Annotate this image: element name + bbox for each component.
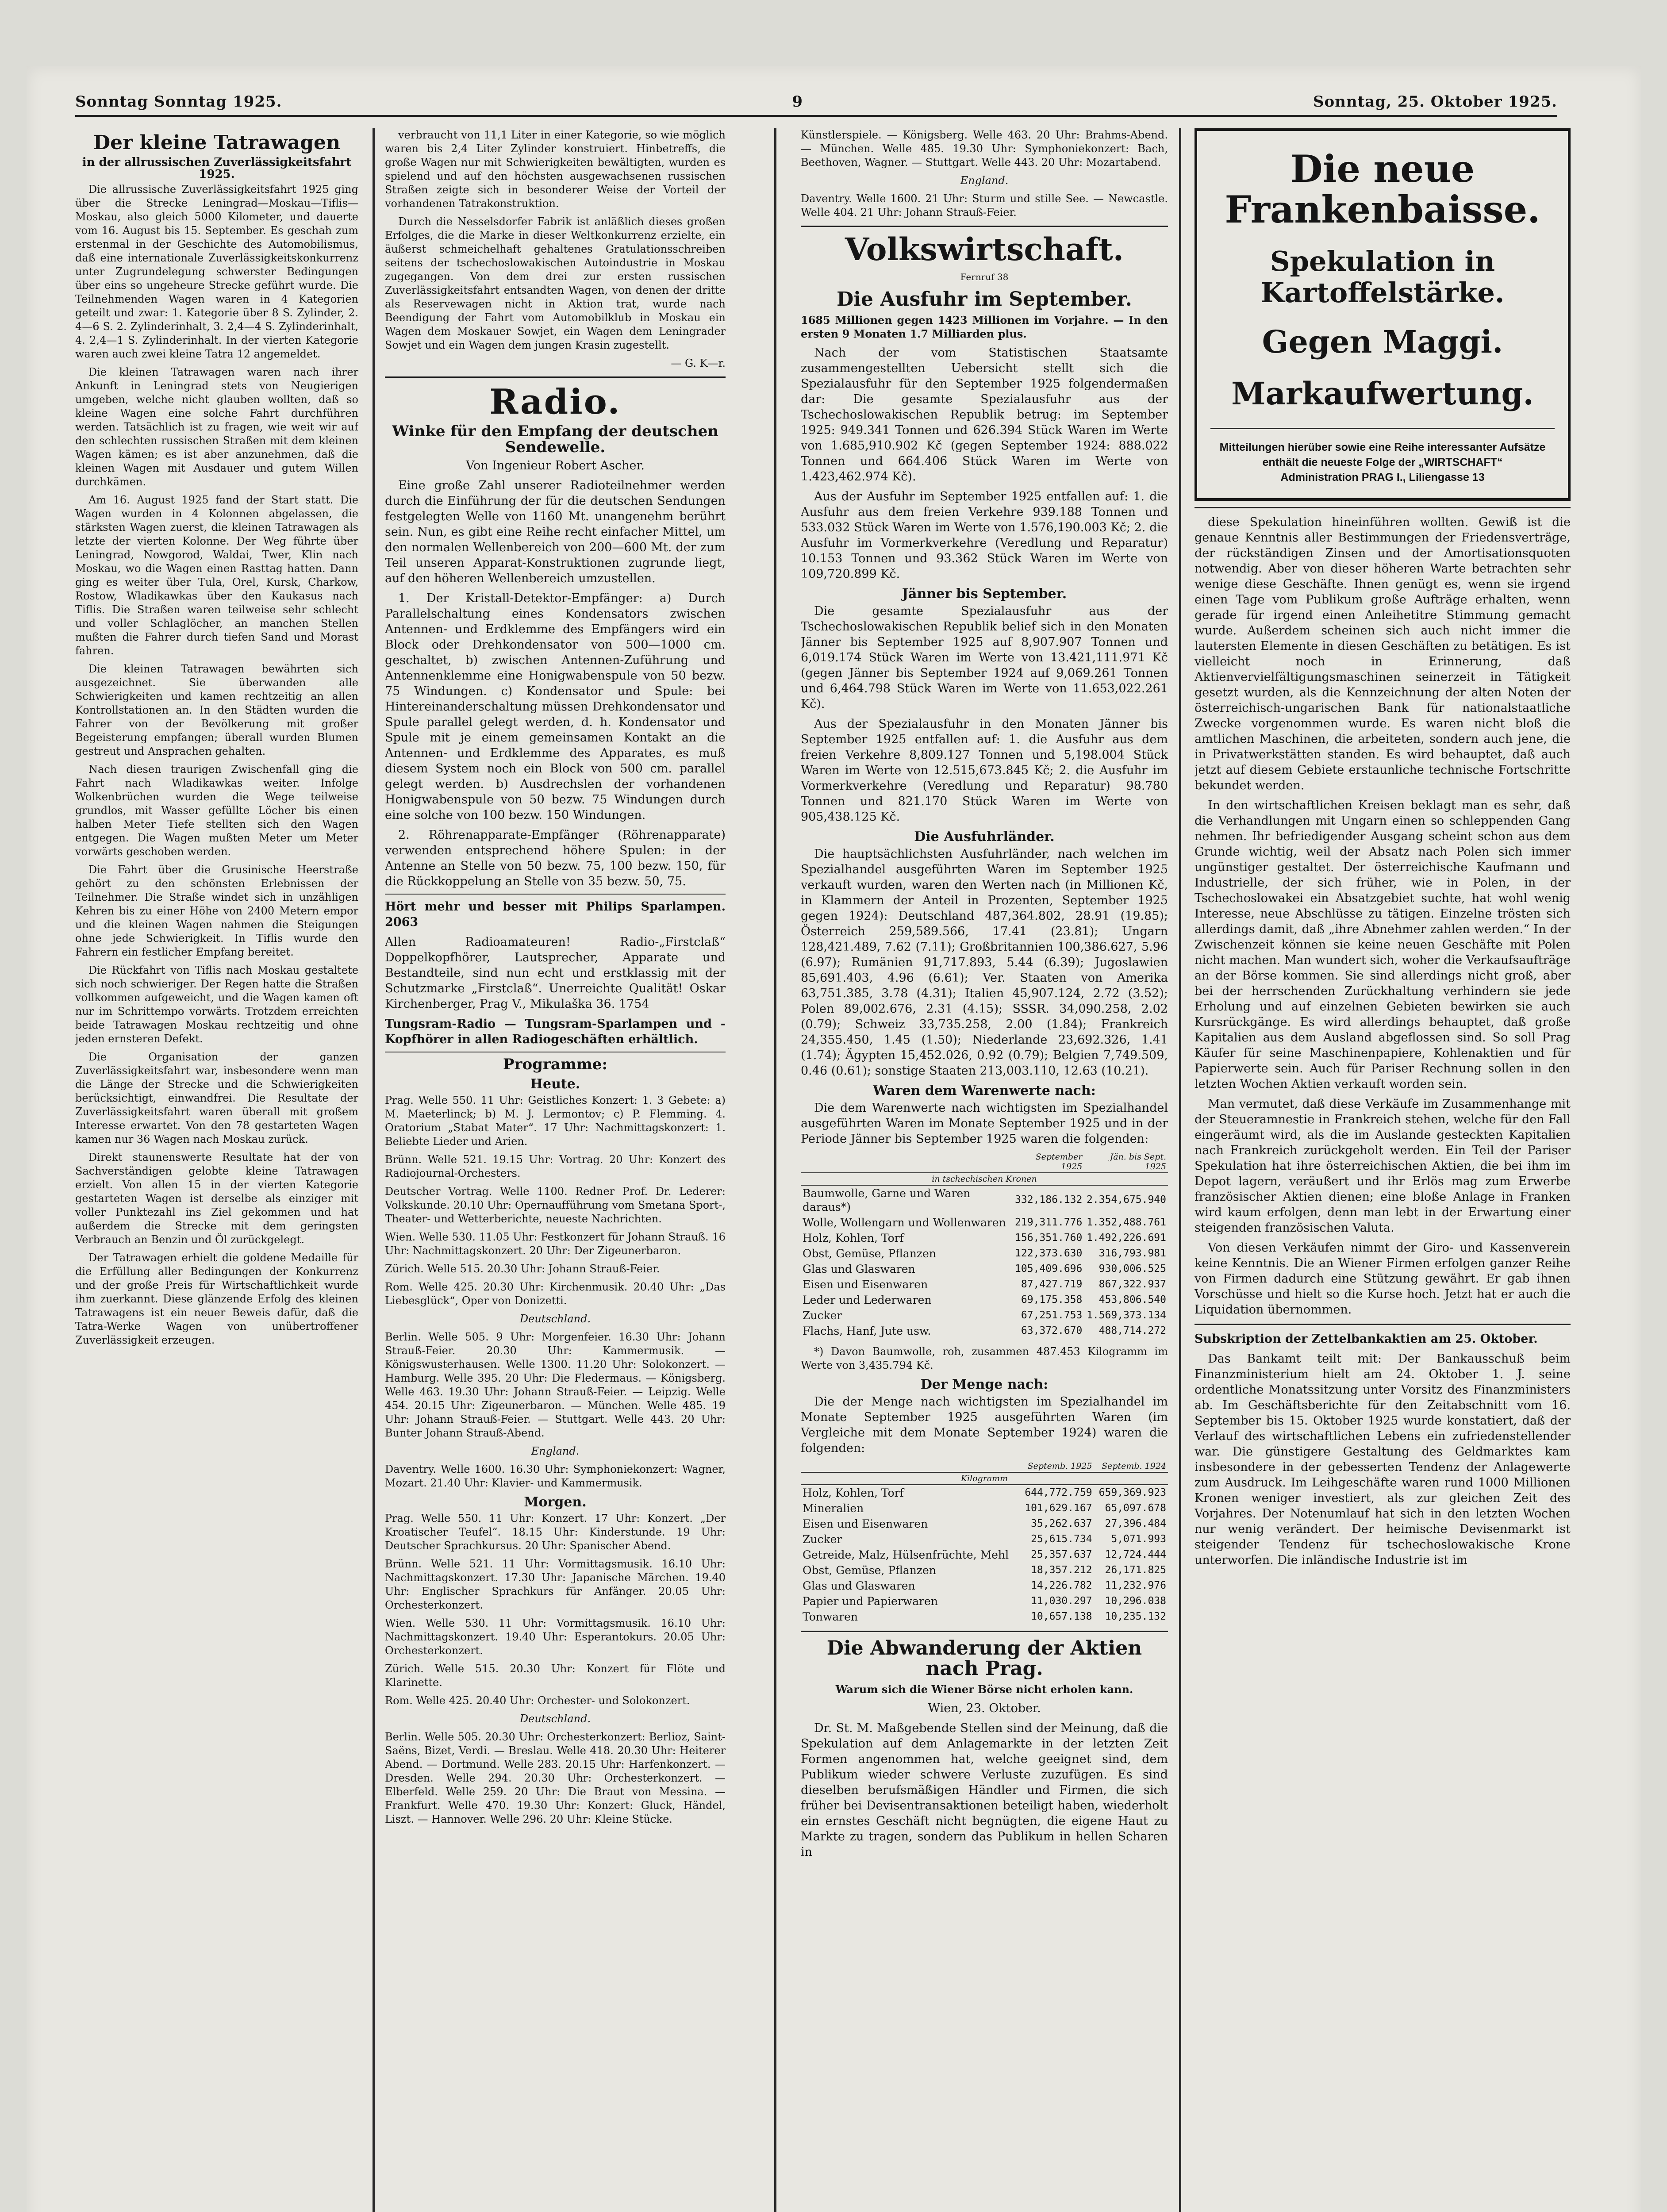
header-date: Sonntag, 25. Oktober 1925. <box>1313 93 1557 111</box>
paragraph: Die Organisation der ganzen Zuverlässigkeitsfahrt war, insbesondere wenn man die Länge der Strecke und die Schwierigkeiten berücksichtigt, einwandfrei. Die Resultate der Zuverlässigkeitsfahrt waren überall mit großem Interesse erwartet. Von den 78 gestarteten Wagen kamen nur 36 Wagen nach Moskau zurück. <box>75 1050 358 1145</box>
author-signature: — G. K—r. <box>671 357 726 369</box>
paragraph: Durch die Nesselsdorfer Fabrik ist anläßlich dieses großen Erfolges, die die Marke in dieser Weltkonkurrenz erzielte, ein äußerst schmeichelhaft gehaltenes Gratulationsschreiben seitens der tschechoslowakischen Autoindustrie in Moskau zugegangen. Von dem drei zur ersten russischen Zuverlässigkeitsfahrt entsandten Wagen, von denen der dritte als Reservewagen nicht in Aktion trat, wurde nach Beendigung der Fahrt vom Automobilklub in Moskau ein Wagen dem Moskauer Sowjet, ein Wagen dem Leningrader Sowjet und ein Wagen dem jungen Krasin zugestellt. <box>385 215 726 351</box>
table-cell-label: Leder und Lederwaren <box>803 1293 932 1306</box>
table-cell-label: Eisen und Eisenwaren <box>803 1517 928 1530</box>
table-row <box>801 1501 1168 1516</box>
ad-headline: Gegen Maggi. <box>1262 323 1503 361</box>
table-row <box>801 1516 1168 1532</box>
programme-item: Wien. Welle 530. 11 Uhr: Vormittagsmusik. 16.10 Uhr: Nachmittagskonzert. 19.40 Uhr: Esperantokurs. 20.05 Uhr: Orchesterkonzert. <box>385 1617 726 1657</box>
header-left: Sonntag Sonntag 1925. <box>75 93 282 111</box>
table-cell-label: Wolle, Wollengarn und Wollenwaren <box>803 1216 1006 1229</box>
table-cell-value: 10,657.138 <box>1031 1610 1092 1622</box>
table-row <box>801 1261 1168 1277</box>
programme-region: Deutschland. <box>519 1712 591 1725</box>
page-header <box>75 88 1557 117</box>
paragraph: Die dem Warenwerte nach wichtigsten im Spezialhandel ausgeführten Waren im Monate September 1925 und in der Periode Jänner bis September 1925 waren die folgenden: <box>801 1101 1168 1146</box>
programme-item: Daventry. Welle 1600. 16.30 Uhr: Symphoniekonzert: Wagner, Mozart. 21.40 Uhr: Klavier- und Kammermusik. <box>385 1463 726 1489</box>
programme-item: Prag. Welle 550. 11 Uhr: Geistliches Konzert: 1. 3 Gebete: a) M. Maeterlinck; b) M. J. Lermontov; c) P. Flemming. 4. Oratorium „Stabat Mater“. 17 Uhr: Nachmittagskonzert: 1. Beliebte Lieder und Arien. <box>385 1094 726 1148</box>
article-title: Der kleine Tatrawagen <box>93 131 341 154</box>
paragraph: Nach der vom Statistischen Staatsamte zusammengestellten Uebersicht stellt sich die Spezialausfuhr für den September 1925 folgendermaßen dar: Die gesamte Spezialausfuhr aus der Tschechoslowakischen Republik betrug: im September 1925: 949.341 Tonnen und 626.394 Stück Waren im Werte von 1.685,910.902 Kč (gegen September 1924: 888.022 Tonnen und 664.406 Stück Waren im Werte von 1.423,462.974 Kč). <box>801 346 1168 484</box>
table-cell-value: 63,372.670 <box>1021 1325 1083 1336</box>
table-row <box>801 1532 1168 1547</box>
table-row <box>801 1277 1168 1292</box>
paragraph: Am 16. August 1925 fand der Start statt. Die Wagen wurden in 4 Kolonnen abgelassen, die stärksten Wagen zuerst, die kleinen Tatrawagen als letzte der vierten Kolonne. Der Weg führte über Leningrad, Nowgorod, Waldai, Twer, Klin nach Moskau, wo die Wagen einen Rasttag hatten. Dann ging es weiter über Tula, Orel, Kursk, Charkow, Rostow, Wladikawkas über den Kaukasus nach Tiflis. Die Straßen waren teilweise sehr schlecht und voller Schlaglöcher, an manchen Stellen mußten die Fahrer durch tiefen Sand und Morast fahren. <box>75 493 358 657</box>
export-lead: 1685 Millionen gegen 1423 Millionen im Vorjahre. — In den ersten 9 Monaten 1.7 Milliarden plus. <box>801 313 1168 340</box>
radio-subtitle: Winke für den Empfang der deutschen Sendewelle. <box>392 422 718 456</box>
subsection-title: Jänner bis September. <box>902 586 1067 602</box>
table-cell-label: Getreide, Malz, Hülsenfrüchte, Mehl <box>803 1548 1009 1561</box>
heute-title: Heute. <box>530 1076 580 1092</box>
programme-region: Deutschland. <box>519 1312 591 1325</box>
programme-item: Berlin. Welle 505. 20.30 Uhr: Orchesterkonzert: Berlioz, Saint-Saëns, Bizet, Verdi. — Breslau. Welle 418. 20.30 Uhr: Heiterer Abend. — Dortmund. Welle 283. 20.15 Uhr: Harfenkonzert. — Dresden. Welle 294. 20.30 Uhr: Orchesterkonzert. — Elberfeld. Welle 259. 20 Uhr: Die Braut von Messina. — Frankfurt. Welle 470. 19.30 Uhr: Konzert: Gluck, Händel, Liszt. — Hannover. Welle 296. 20 Uhr: Kleine Stücke. <box>385 1730 726 1825</box>
column-4 <box>1195 128 1571 2212</box>
table-row <box>801 1578 1168 1594</box>
table-row <box>801 1246 1168 1261</box>
table-cell-value: 1.492,226.691 <box>1086 1232 1166 1244</box>
column-rule <box>373 128 375 2212</box>
table-cell-value: 105,409.696 <box>1015 1263 1083 1275</box>
programme-item: Deutscher Vortrag. Welle 1100. Redner Prof. Dr. Lederer: Volkskunde. 20.10 Uhr: Opernaufführung vom Smetana Sport-, Theater- und Wetterberichte, neueste Nachrichten. <box>385 1185 726 1225</box>
table-header <box>801 1460 1020 1472</box>
paragraph: Die gesamte Spezialausfuhr aus der Tschechoslowakischen Republik belief sich in den Monaten Jänner bis September 1925 auf 8,907.907 Tonnen und 6,019.174 Stück Waren im Werte von 13.421,111.971 Kč (gegen Jänner bis September 1924 auf 9,069.261 Tonnen und 6,464.798 Stück Waren im Werte von 11.653,022.261 Kč). <box>801 604 1168 711</box>
table-cell-value: 101,629.167 <box>1025 1502 1092 1514</box>
table-cell-value: 453,806.540 <box>1099 1294 1166 1306</box>
table-cell-label: Eisen und Eisenwaren <box>803 1278 928 1291</box>
table-cell-label: Obst, Gemüse, Pflanzen <box>803 1247 936 1260</box>
table-cell-label: Zucker <box>803 1309 842 1322</box>
table-header <box>801 1151 1010 1173</box>
table-row <box>801 1308 1168 1323</box>
table-cell-value: 69,175.358 <box>1021 1294 1083 1306</box>
ad-headline: Spekulation in Kartoffelstärke. <box>1260 245 1505 309</box>
table-row <box>801 1185 1168 1215</box>
table-cell-value: 156,351.760 <box>1015 1232 1083 1244</box>
table-cell-value: 65,097.678 <box>1105 1502 1166 1514</box>
table-cell-value: 219,311.776 <box>1015 1216 1083 1228</box>
table-row <box>801 1230 1168 1246</box>
table-header: Septemb. 1925 <box>1020 1460 1094 1472</box>
table-cell-value: 316,793.981 <box>1099 1247 1166 1259</box>
table-cell-value: 35,262.637 <box>1031 1517 1092 1529</box>
export-title: Die Ausfuhr im September. <box>837 288 1132 311</box>
table-cell-value: 10,296.038 <box>1105 1595 1166 1607</box>
programme-item: Wien. Welle 530. 11.05 Uhr: Festkonzert für Johann Strauß. 16 Uhr: Nachmittagskonzert. 20 Uhr: Der Zigeunerbaron. <box>385 1230 726 1257</box>
table-cell-label: Holz, Kohlen, Torf <box>803 1231 904 1244</box>
table-row <box>801 1323 1168 1339</box>
table-cell-label: Glas und Glaswaren <box>803 1579 915 1592</box>
table-cell-value: 1.352,488.761 <box>1086 1216 1166 1228</box>
programme-item: Berlin. Welle 505. 9 Uhr: Morgenfeier. 16.30 Uhr: Johann Strauß-Feier. 20.30 Uhr: Kammermusik. — Königswusterhausen. Welle 1300. 11.20 Uhr: Solokonzert. — Hamburg. Welle 395. 20 Uhr: Die Fledermaus. — Königsberg. Welle 463. 19.30 Uhr: Johann Strauß-Feier. — Leipzig. Welle 454. 20.15 Uhr: Zigeunerbaron. — München. Welle 485. 19 Uhr: Johann Strauß-Feier. — Stuttgart. Welle 443. 20 Uhr: Bunter Johann Strauß-Abend. <box>385 1330 726 1439</box>
paragraph: Die der Menge nach wichtigsten im Spezialhandel im Monate September 1925 ausgeführten Waren (im Vergleiche mit dem Monate September 1924) waren die folgenden: <box>801 1394 1168 1455</box>
ad-firstclass: Allen Radioamateuren! Radio-„Firstclaß“ Doppelkopfhörer, Lautsprecher, Apparate und Bestandteile, sind nun echt und erstklassig mit der Schutzmarke „Firstclaß“. Unerreichte Qualität! Oskar Kirchenberger, Prag V., Mikulaška 36. 1754 <box>385 935 726 1011</box>
table-cell-label: Holz, Kohlen, Torf <box>803 1486 904 1499</box>
programme-region: England. <box>531 1444 580 1457</box>
subsection-title: Der Menge nach: <box>920 1376 1049 1392</box>
table-note: *) Davon Baumwolle, roh, zusammen 487.453 Kilogramm im Werte von 3,435.794 Kč. <box>801 1345 1168 1371</box>
subscription-title: Subskription der Zettelbankaktien am 25. Oktober. <box>1195 1332 1538 1346</box>
page-number: 9 <box>792 93 803 111</box>
table-row <box>801 1292 1168 1308</box>
paragraph: Aus der Spezialausfuhr in den Monaten Jänner bis September 1925 entfallen auf: 1. die Ausfuhr aus dem freien Verkehre 8,809.127 Tonnen und 5,198.004 Stück Waren im Werte von 12.515,673.845 Kč; 2. die Ausfuhr im Vormerkverkehre (Veredlung und Reparatur) 98.780 Tonnen und 821.170 Stück Waren im Werte von 905,438.125 Kč. <box>801 717 1168 824</box>
radio-author: Von Ingenieur Robert Ascher. <box>466 459 645 473</box>
paragraph: verbraucht von 11,1 Liter in einer Kategorie, so wie möglich waren bis 2,4 Liter Zylinder konstruiert. Hinbetreffs, die große Wagen nur mit Schwierigkeiten bewältigten, wurden es spielend und auf den höchsten ausgewachsenen russischen Straßen zeigte sich in besonderer Weise der Vorteil der vorhandenen Tatrakonstruktion. <box>385 129 726 210</box>
ad-philips: Hört mehr und besser mit Philips Sparlampen. 2063 <box>385 900 726 929</box>
table-cell-label: Mineralien <box>803 1502 864 1515</box>
paragraph: Die kleinen Tatrawagen waren nach ihrer Ankunft in Leningrad stets von Neugierigen umgeben, welche nicht glauben wollten, daß so kleine Wagen eine solche Fahrt durchführen werden. Tatsächlich ist zu fragen, wie weit wir auf den schlechten russischen Straßen mit dem kleinen Wagen kämen; es ist aber anzunehmen, daß die kleinen Wagen mit Ausdauer und gutem Willen durchkämen. <box>75 365 358 488</box>
table-cell-label: Obst, Gemüse, Pflanzen <box>803 1563 936 1577</box>
ad-headline: Die neue Frankenbaisse. <box>1225 147 1540 232</box>
table-cell-label: Glas und Glaswaren <box>803 1262 915 1275</box>
table-cell-value: 659,369.923 <box>1099 1486 1166 1498</box>
article-subtitle: in der allrussischen Zuverlässigkeitsfahrt 1925. <box>82 156 352 181</box>
table-row <box>801 1485 1168 1501</box>
paragraph: Die allrussische Zuverlässigkeitsfahrt 1925 ging über die Strecke Leningrad—Moskau—Tiflis—Moskau, also gleich 5000 Kilometer, und dauerte vom 16. August bis 15. September. Es geschah zum erstenmal in der Geschichte des Automobilismus, daß eine internationale Zuverlässigkeitskonkurrenz unter Zugrundelegung schwerster Bedingungen über eins so ungeheure Strecke geführt wurde. Die Teilnehmenden Wagen waren in 4 Kategorien geteilt und zwar: 1. Kategorie über 8 S. Zylinder, 2. 4—6 S. 2. Zylinderinhalt, 3. 2,4—4 S. Zylinderinhalt, 4. 2,4—1 S. Zylinderinhalt. In der vierten Kategorie waren auch zwei kleine Tatra 12 angemeldet. <box>75 183 358 360</box>
paragraph: Direkt staunenswerte Resultate hat der von Sachverständigen gelobte kleine Tatrawagen erzielt. Von allen 15 in der vierten Kategorie gestarteten Wagen ist derselbe als einziger mit voller Punktezahl ins Ziel gekommen und hat außerdem die Strecke mit dem geringsten Verbrauch an Benzin und Öl zurückgelegt. <box>75 1151 358 1246</box>
table-unit: Kilogramm <box>801 1472 1168 1485</box>
table-cell-value: 1.569,373.134 <box>1086 1309 1166 1321</box>
ad-address: Administration PRAG I., Liliengasse 13 <box>1280 471 1485 484</box>
paragraph: Die Fahrt über die Grusinische Heerstraße gehört zu den schönsten Erlebnissen der Teilnehmer. Die Straße windet sich in unzähligen Kehren bis zu einer Höhe von 2400 Metern empor und die kleinen Wagen nahmen die Steigungen ohne jede Schwierigkeit. In Tiflis wurde den Fahrern ein festlicher Empfang bereitet. <box>75 863 358 958</box>
column-1 <box>75 128 358 2212</box>
stocks-title: Die Abwanderung der Aktien nach Prag. <box>826 1636 1142 1680</box>
table-unit: in tschechischen Kronen <box>801 1173 1168 1185</box>
paragraph: Von diesen Verkäufen nimmt der Giro- und Kassenverein keine Kenntnis. Die an Wiener Firmen erfolgen ganzer Reihe von Firmen dadurch eine Stützung gewährt. Er gab ihnen Vorschüsse und hielt so die Kurse hoch. Jetzt hat er auch die Liquidation übernommen. <box>1195 1241 1571 1317</box>
table-cell-value: 10,235.132 <box>1105 1610 1166 1622</box>
section-title: Volkswirtschaft. <box>845 231 1124 268</box>
ad-text: Mitteilungen hierüber sowie eine Reihe interessanter Aufsätze enthält die neueste Folge der „WIRTSCHAFT“ <box>1219 441 1546 469</box>
table-cell-label: Papier und Papierwaren <box>803 1594 938 1608</box>
table-row <box>801 1609 1168 1624</box>
paragraph: Die kleinen Tatrawagen bewährten sich ausgezeichnet. Sie überwanden alle Schwierigkeiten und kamen rechtzeitig an allen Kontrollstationen an. In den Städten wurden die Fahrer von der Bevölkerung mit großer Begeisterung empfangen; überall wurden Blumen gestreut und Ansprachen gehalten. <box>75 662 358 757</box>
table-cell-value: 867,322.937 <box>1099 1278 1166 1290</box>
table-header: September 1925 <box>1010 1151 1084 1173</box>
column-3 <box>801 128 1168 2212</box>
dateline: Wien, 23. Oktober. <box>928 1701 1041 1716</box>
subsection-title: Die Ausfuhrländer. <box>914 829 1055 845</box>
paragraph: Der Tatrawagen erhielt die goldene Medaille für die Erfüllung aller Bedingungen der Konkurrenz und der große Preis für Wirtschaftlichkeit wurde ihm zuerkannt. Diese glänzende Erfolg des kleinen Tatrawagens ist ein neuer Beweis dafür, daß die Tatra-Werke Wagen von unübertroffener Zuverlässigkeit erzeugen. <box>75 1251 358 1346</box>
programme-item: Rom. Welle 425. 20.30 Uhr: Kirchenmusik. 20.40 Uhr: „Das Liebesglück“, Oper von Donizetti. <box>385 1280 726 1307</box>
table-cell-value: 2.354,675.940 <box>1086 1194 1166 1206</box>
table-cell-value: 488,714.272 <box>1099 1325 1166 1336</box>
paragraph: Das Bankamt teilt mit: Der Bankausschuß beim Finanzministerium hielt am 24. Oktober 1. J. seine ordentliche Monatssitzung unter Vorsitz des Finanzministers ab. Im Geschäftsberichte für den Zeitabschnitt vom 16. September bis 15. Oktober 1925 wurde konstatiert, daß der Verlauf des wirtschaftlichen Lebens ein zufriedenstellender war. Die günstigere Gestaltung des Geldmarktes kam insbesondere in der gebesserten Tendenz der Anlagewerte zum Ausdruck. Im Leihgeschäfte waren rund 1000 Millionen Kronen weniger investiert, als zur gleichen Zeit des Vorjahres. Der Notenumlauf hat sich in den letzten Wochen nur wenig verändert. Der heimische Devisenmarkt ist steigender Tendenz für tschechoslowakische Krone unterworfen. Die inländische Industrie ist im <box>1195 1352 1571 1567</box>
table-cell-label: Flachs, Hanf, Jute usw. <box>803 1324 931 1337</box>
programme-item: Zürich. Welle 515. 20.30 Uhr: Johann Strauß-Feier. <box>385 1262 660 1275</box>
column-2 <box>385 128 726 2212</box>
goods-value-table <box>801 1151 1168 1339</box>
programme-item: Daventry. Welle 1600. 21 Uhr: Sturm und stille See. — Newcastle. Welle 404. 21 Uhr: Johann Strauß-Feier. <box>801 192 1168 219</box>
paragraph: 1. Der Kristall-Detektor-Empfänger: a) Durch Parallelschaltung eines Kondensators zwischen Antennen- und Erdklemme des Empfängers wird ein Block oder Drehkondensator von 500—1000 cm. geschaltet, b) zwischen Antennen-Zuführung und Antennenklemme eine Honigwabenspule von 50 bezw. 75 Windungen. c) Kondensator und Spule: bei Hintereinanderschaltung müssen Drehkondensator und Spule parallel gelegt werden, d. h. Kondensator und Spule mit je einem gemeinsamen Kontakt an die Antennen- und Erdklemme des Apparates, es muß diesem System noch ein Block von 500 cm. parallel gelegt werden. b) Ausdrechslen der vorhandenen Honigwabenspule von 50 bezw. 75 Windungen durch eine solche von 100 bezw. 150 Windungen. <box>385 591 726 822</box>
programme-item: Prag. Welle 550. 11 Uhr: Konzert. 17 Uhr: Konzert. „Der Kroatischer Teufel“. 18.15 Uhr: Kinderstunde. 19 Uhr: Deutscher Sprachkursus. 20 Uhr: Spanischer Abend. <box>385 1512 726 1552</box>
paragraph: Die hauptsächlichsten Ausfuhrländer, nach welchen im Spezialhandel ausgeführten Waren im September 1925 verkauft wurden, waren den Werten nach (in Millionen Kč, in Klammern der Anteil in Prozenten, September 1925 gegen 1924): Deutschland 487,364.802, 28.91 (19.85); Österreich 259,589.566, 17.41 (23.81); Ungarn 128,421.489, 7.62 (7.11); Großbritannien 100,386.627, 5.96 (6.97); Rumänien 91,717.893, 5.44 (6.39); Jugoslawien 85,691.403, 4.96 (6.61); Ver. Staaten von Amerika 63,751.385, 3.78 (4.31); Italien 45,907.124, 2.72 (3.52); Polen 89,002.676, 2.31 (4.15); SSSR. 34,090.258, 2.02 (0.79); Schweiz 33,735.258, 2.00 (1.84); Frankreich 24,355.450, 1.45 (1.50); Niederlande 23,692.326, 1.41 (1.74); Ägypten 15,452.026, 0.92 (0.79); Belgien 7,749.509, 0.46 (0.61); sonstige Staaten 213,003.110, 12.63 (10.21). <box>801 847 1168 1078</box>
programme-item: Brünn. Welle 521. 11 Uhr: Vormittagsmusik. 16.10 Uhr: Nachmittagskonzert. 17.30 Uhr: Japanische Märchen. 19.40 Uhr: Englischer Sprachkurs für Anfänger. 20.05 Uhr: Orchesterkonzert. <box>385 1557 726 1611</box>
paragraph: Dr. St. M. Maßgebende Stellen sind der Meinung, daß die Spekulation auf dem Anlagemarkte in der letzten Zeit Formen angenommen hat, welche geeignet sind, dem Publikum wieder schwere Verluste zuzufügen. Es sind dieselben berufsmäßigen Händler und Firmen, die sich früher bei Devisentransaktionen beteiligt haben, wiederholt ein ernstes Geschäft nicht begnügten, die eigene Haut zu Markte zu tragen, sondern das Publikum in hellen Scharen in <box>801 1721 1168 1859</box>
table-cell-value: 26,171.825 <box>1105 1564 1166 1576</box>
table-cell-value: 87,427.719 <box>1021 1278 1083 1290</box>
radio-title: Radio. <box>489 382 621 422</box>
column-rule <box>1179 128 1181 2212</box>
programme-item: Rom. Welle 425. 20.40 Uhr: Orchester- und Solokonzert. <box>385 1694 690 1707</box>
table-cell-value: 930,006.525 <box>1099 1263 1166 1275</box>
paragraph: 2. Röhrenapparate-Empfänger (Röhrenapparate) verwenden entsprechend höhere Spulen: in der Antenne an Stelle von 50 bezw. 75, 100 bezw. 150, für die Rückkoppelung an Stelle von 35 bezw. 50, 75. <box>385 828 726 889</box>
table-cell-value: 14,226.782 <box>1031 1579 1092 1591</box>
table-cell-value: 332,186.132 <box>1015 1194 1083 1206</box>
programme-item: Künstlerspiele. — Königsberg. Welle 463. 20 Uhr: Brahms-Abend. — München. Welle 485. 19.30 Uhr: Symphoniekonzert: Bach, Beethoven, Wagner. — Stuttgart. Welle 443. 20 Uhr: Mozartabend. <box>801 129 1168 169</box>
table-cell-value: 11,232.976 <box>1105 1579 1166 1591</box>
programme-item: Zürich. Welle 515. 20.30 Uhr: Konzert für Flöte und Klarinette. <box>385 1662 726 1689</box>
fernruf: Fernruf 38 <box>960 271 1009 282</box>
table-cell-value: 5,071.993 <box>1111 1533 1166 1545</box>
subsection-title: Waren dem Warenwerte nach: <box>873 1083 1096 1098</box>
table-row <box>801 1594 1168 1609</box>
table-cell-value: 25,357.637 <box>1031 1548 1092 1560</box>
paragraph: Man vermutet, daß diese Verkäufe im Zusammenhange mit der Steueramnestie in Frankreich stehen, welche für den Fall eingeräumt wird, als die im Auslande gesteckten Kapitalien nach Frankreich zurückgeholt werden. Ein Teil der Pariser Spekulation hat ihre österreichischen Aktien, die bei ihm im Depot lagern, veräußert und ihr Erlös mag zum Erwerbe französischer Aktien dienen; eine bloße Anlage in Franken wird kaum erfolgen, denn man lebt in der Erwartung einer steigenden französischen Valuta. <box>1195 1097 1571 1235</box>
morgen-title: Morgen. <box>524 1494 587 1510</box>
table-header: Septemb. 1924 <box>1094 1460 1168 1472</box>
paragraph: In den wirtschaftlichen Kreisen beklagt man es sehr, daß die Verhandlungen mit Ungarn einen so schleppenden Gang nehmen. Ihr befriedigender Ausgang scheint schon aus dem Grunde wichtig, weil der Absatz nach Polen sich immer ungünstiger gestaltet. Der österreichische Kaufmann und Industrielle, der sich früher, wie in Polen, in der Tschechoslowakei ein Absatzgebiet suchte, hat wohl wenig Interesse, neue Abschlüsse zu tätigen. Einzelne trösten sich allerdings damit, daß „ihre Abnehmer zahlen werden.“ In der Zwischenzeit können sie keine neuen Geschäfte mit Polen nicht machen. Man wundert sich, woher die Verkaufsaufträge an der Börse kommen. Sie sind allerdings nicht groß, aber bei der herrschenden Zurückhaltung verhindern sie jede Erholung und auf einzelnen Gebieten bewirken sie auch Kursrückgänge. Es wird allerdings behauptet, daß große Kapitalien aus dem Ausland abgeflossen sind. So soll Prag Käufer für seine Maschinenpapiere, Kohlenaktien und für Papierwerte sein. Auch für Pariser Rechnung sollen in den letzten Wochen Aktien verkauft worden sein. <box>1195 799 1571 1091</box>
ad-tungsram: Tungsram-Radio — Tungsram-Sparlampen und -Kopfhörer in allen Radiogeschäften erhältlich. <box>385 1017 726 1047</box>
table-cell-value: 27,396.484 <box>1105 1517 1166 1529</box>
table-cell-label: Baumwolle, Garne und Waren daraus*) <box>803 1187 971 1214</box>
table-header: Jän. bis Sept. 1925 <box>1084 1151 1168 1173</box>
table-cell-value: 18,357.212 <box>1031 1564 1092 1576</box>
table-cell-value: 25,615.734 <box>1031 1533 1092 1545</box>
table-cell-label: Tonwaren <box>803 1610 858 1623</box>
programme-region: England. <box>960 174 1009 187</box>
wirtschaft-advertisement <box>1195 128 1571 501</box>
paragraph: Die Rückfahrt von Tiflis nach Moskau gestaltete sich noch schwieriger. Der Regen hatte die Straßen vollkommen aufgeweicht, und die Wagen kamen oft nur im Schrittempo vorwärts. Trotzdem erreichten beide Tatrawagen Moskau rechtzeitig und ohne jeden ernsteren Defekt. <box>75 964 358 1045</box>
stocks-subtitle: Warum sich die Wiener Börse nicht erholen kann. <box>835 1683 1133 1696</box>
paragraph: diese Spekulation hineinführen wollten. Gewiß ist die genaue Kenntnis aller Bestimmungen der Friedensverträge, der rückständigen Zinsen und der Amortisationsquoten notwendig. Aber von dieser höheren Warte betrachten sehr wenige diese Geschäfte. Ihnen genügt es, wenn sie irgend einen Tage vom Publikum große Aufträge erhalten, wenn gerade für irgend einen Anleihetitre Stimmung gemacht wurde. Außerdem scheinen sich auch nicht immer die lautersten Elemente in diesen Geschäften zu betätigen. Es ist vielleicht noch in Erinnerung, daß Aktienvervielfältigungsmaschinen seinerzeit in Tätigkeit gesetzt wurden, als die Kennzeichnung der alten Noten der österreichisch-ungarischen Bank für nationalstaatliche Zwecke vorgenommen wurde. Es waren nicht bloß die amtlichen Maschinen, die arbeiteten, sondern auch jene, die in Privatwerkstätten standen. Es wird behauptet, daß auch jetzt auf diesem Gebiete erstaunliche technische Fortschritte bekundet werden. <box>1195 515 1571 793</box>
table-row <box>801 1215 1168 1230</box>
table-cell-value: 11,030.297 <box>1031 1595 1092 1607</box>
ad-headline: Markaufwertung. <box>1210 375 1555 429</box>
goods-amount-table <box>801 1460 1168 1624</box>
table-cell-value: 122,373.630 <box>1015 1247 1083 1259</box>
paragraph: Nach diesen traurigen Zwischenfall ging die Fahrt nach Wladikawkas weiter. Infolge Wolkenbrüchen wurden die Wege teilweise grundlos, mit Wasser gefüllte Löcher bis einen halben Meter Tiefe stellten sich den Wagen entgegen. Die Wagen mußten Meter um Meter vorwärts geschoben werden. <box>75 763 358 858</box>
paragraph: Aus der Ausfuhr im September 1925 entfallen auf: 1. die Ausfuhr aus dem freien Verkehre 939.188 Tonnen und 533.032 Stück Waren im Werte von 1.576,190.003 Kč; 2. die Ausfuhr im Vormerkverkehre (Veredlung und Reparatur) 10.153 Tonnen und 93.362 Stück Waren im Werte von 109,720.899 Kč. <box>801 489 1168 581</box>
table-cell-value: 12,724.444 <box>1105 1548 1166 1560</box>
table-cell-value: 67,251.753 <box>1021 1309 1083 1321</box>
paragraph: Eine große Zahl unserer Radioteilnehmer werden durch die Einführung der für die deutschen Sendungen festgelegten Welle von 1160 Mt. unangenehm berührt sein. Nun, es gibt eine Reihe recht einfacher Mittel, um den normalen Wellenbereich von 200—600 Mt. der zum Teil unseren Apparat-Konstruktionen zugrunde liegt, auf den höheren Wellenbereich umzustellen. <box>385 479 726 586</box>
table-cell-label: Zucker <box>803 1532 842 1546</box>
table-row <box>801 1547 1168 1563</box>
column-rule <box>774 128 776 2212</box>
table-row <box>801 1563 1168 1578</box>
table-cell-value: 644,772.759 <box>1025 1486 1092 1498</box>
programme-title: Programme: <box>503 1056 607 1074</box>
programme-item: Brünn. Welle 521. 19.15 Uhr: Vortrag. 20 Uhr: Konzert des Radiojournal-Orchesters. <box>385 1153 726 1179</box>
